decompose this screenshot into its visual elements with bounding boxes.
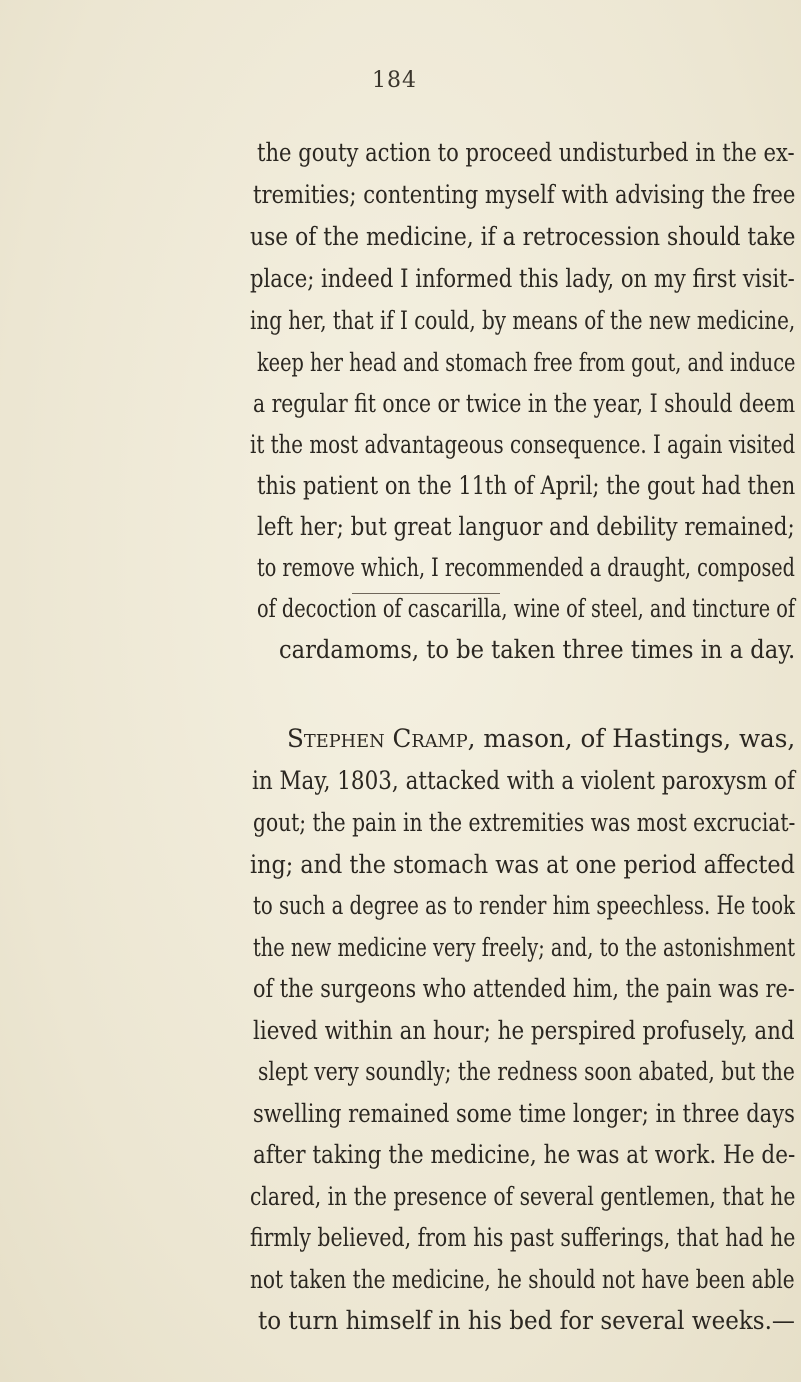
text-line: left her; but great languor and debility remained; bbox=[257, 512, 795, 541]
text-line: cardamoms, to be taken three times in a day. bbox=[279, 635, 796, 664]
text-line: a regular fit once or twice in the year, I should deem bbox=[253, 389, 796, 418]
text-line: it the most advantageous consequence. I again visited bbox=[250, 430, 796, 459]
text-span: mason, of Hastings, was, bbox=[475, 724, 796, 753]
text-line: keep her head and stomach free from gout, and induce bbox=[257, 348, 796, 377]
text-line: gout; the pain in the extremities was most excruciat- bbox=[253, 808, 796, 837]
section-divider bbox=[352, 593, 500, 594]
text-line: the new medicine very freely; and, to the astonishment bbox=[253, 933, 796, 962]
text-line: use of the medicine, if a retrocession should take bbox=[250, 222, 796, 251]
text-line: to such a degree as to render him speechless. He took bbox=[253, 891, 795, 920]
page-number: 184 bbox=[372, 68, 417, 93]
text-line: the gouty action to proceed undisturbed in the ex- bbox=[257, 138, 795, 167]
text-line: ing; and the stomach was at one period affected bbox=[250, 850, 795, 879]
text-line: firmly believed, from his past sufferings, that had he bbox=[250, 1223, 796, 1252]
text-line: swelling remained some time longer; in three days bbox=[253, 1099, 795, 1128]
text-line: lieved within an hour; he perspired profusely, and bbox=[253, 1016, 795, 1045]
text-line: clared, in the presence of several gentlemen, that he bbox=[250, 1182, 796, 1211]
text-line: tremities; contenting myself with advising the free bbox=[253, 180, 796, 209]
text-line: slept very soundly; the redness soon abated, but the bbox=[258, 1057, 795, 1086]
text-line: to turn himself in his bed for several weeks.— bbox=[258, 1306, 795, 1335]
person-name: Stephen Cramp, bbox=[287, 724, 476, 753]
text-line: of the surgeons who attended him, the pain was re- bbox=[253, 974, 795, 1003]
text-line: after taking the medicine, he was at work. He de- bbox=[253, 1140, 796, 1169]
text-line: in May, 1803, attacked with a violent paroxysm of bbox=[252, 766, 795, 795]
text-line: this patient on the 11th of April; the gout had then bbox=[257, 471, 796, 500]
text-line: to remove which, I recommended a draught, composed bbox=[257, 553, 795, 582]
text-line: not taken the medicine, he should not have been able bbox=[250, 1265, 795, 1294]
text-line: of decoction of cascarilla, wine of steel, and tincture of bbox=[257, 594, 795, 623]
text-line: ing her, that if I could, by means of the new medicine, bbox=[250, 306, 796, 335]
text-line: place; indeed I informed this lady, on my first visit- bbox=[250, 264, 795, 293]
text-line bbox=[287, 726, 795, 751]
